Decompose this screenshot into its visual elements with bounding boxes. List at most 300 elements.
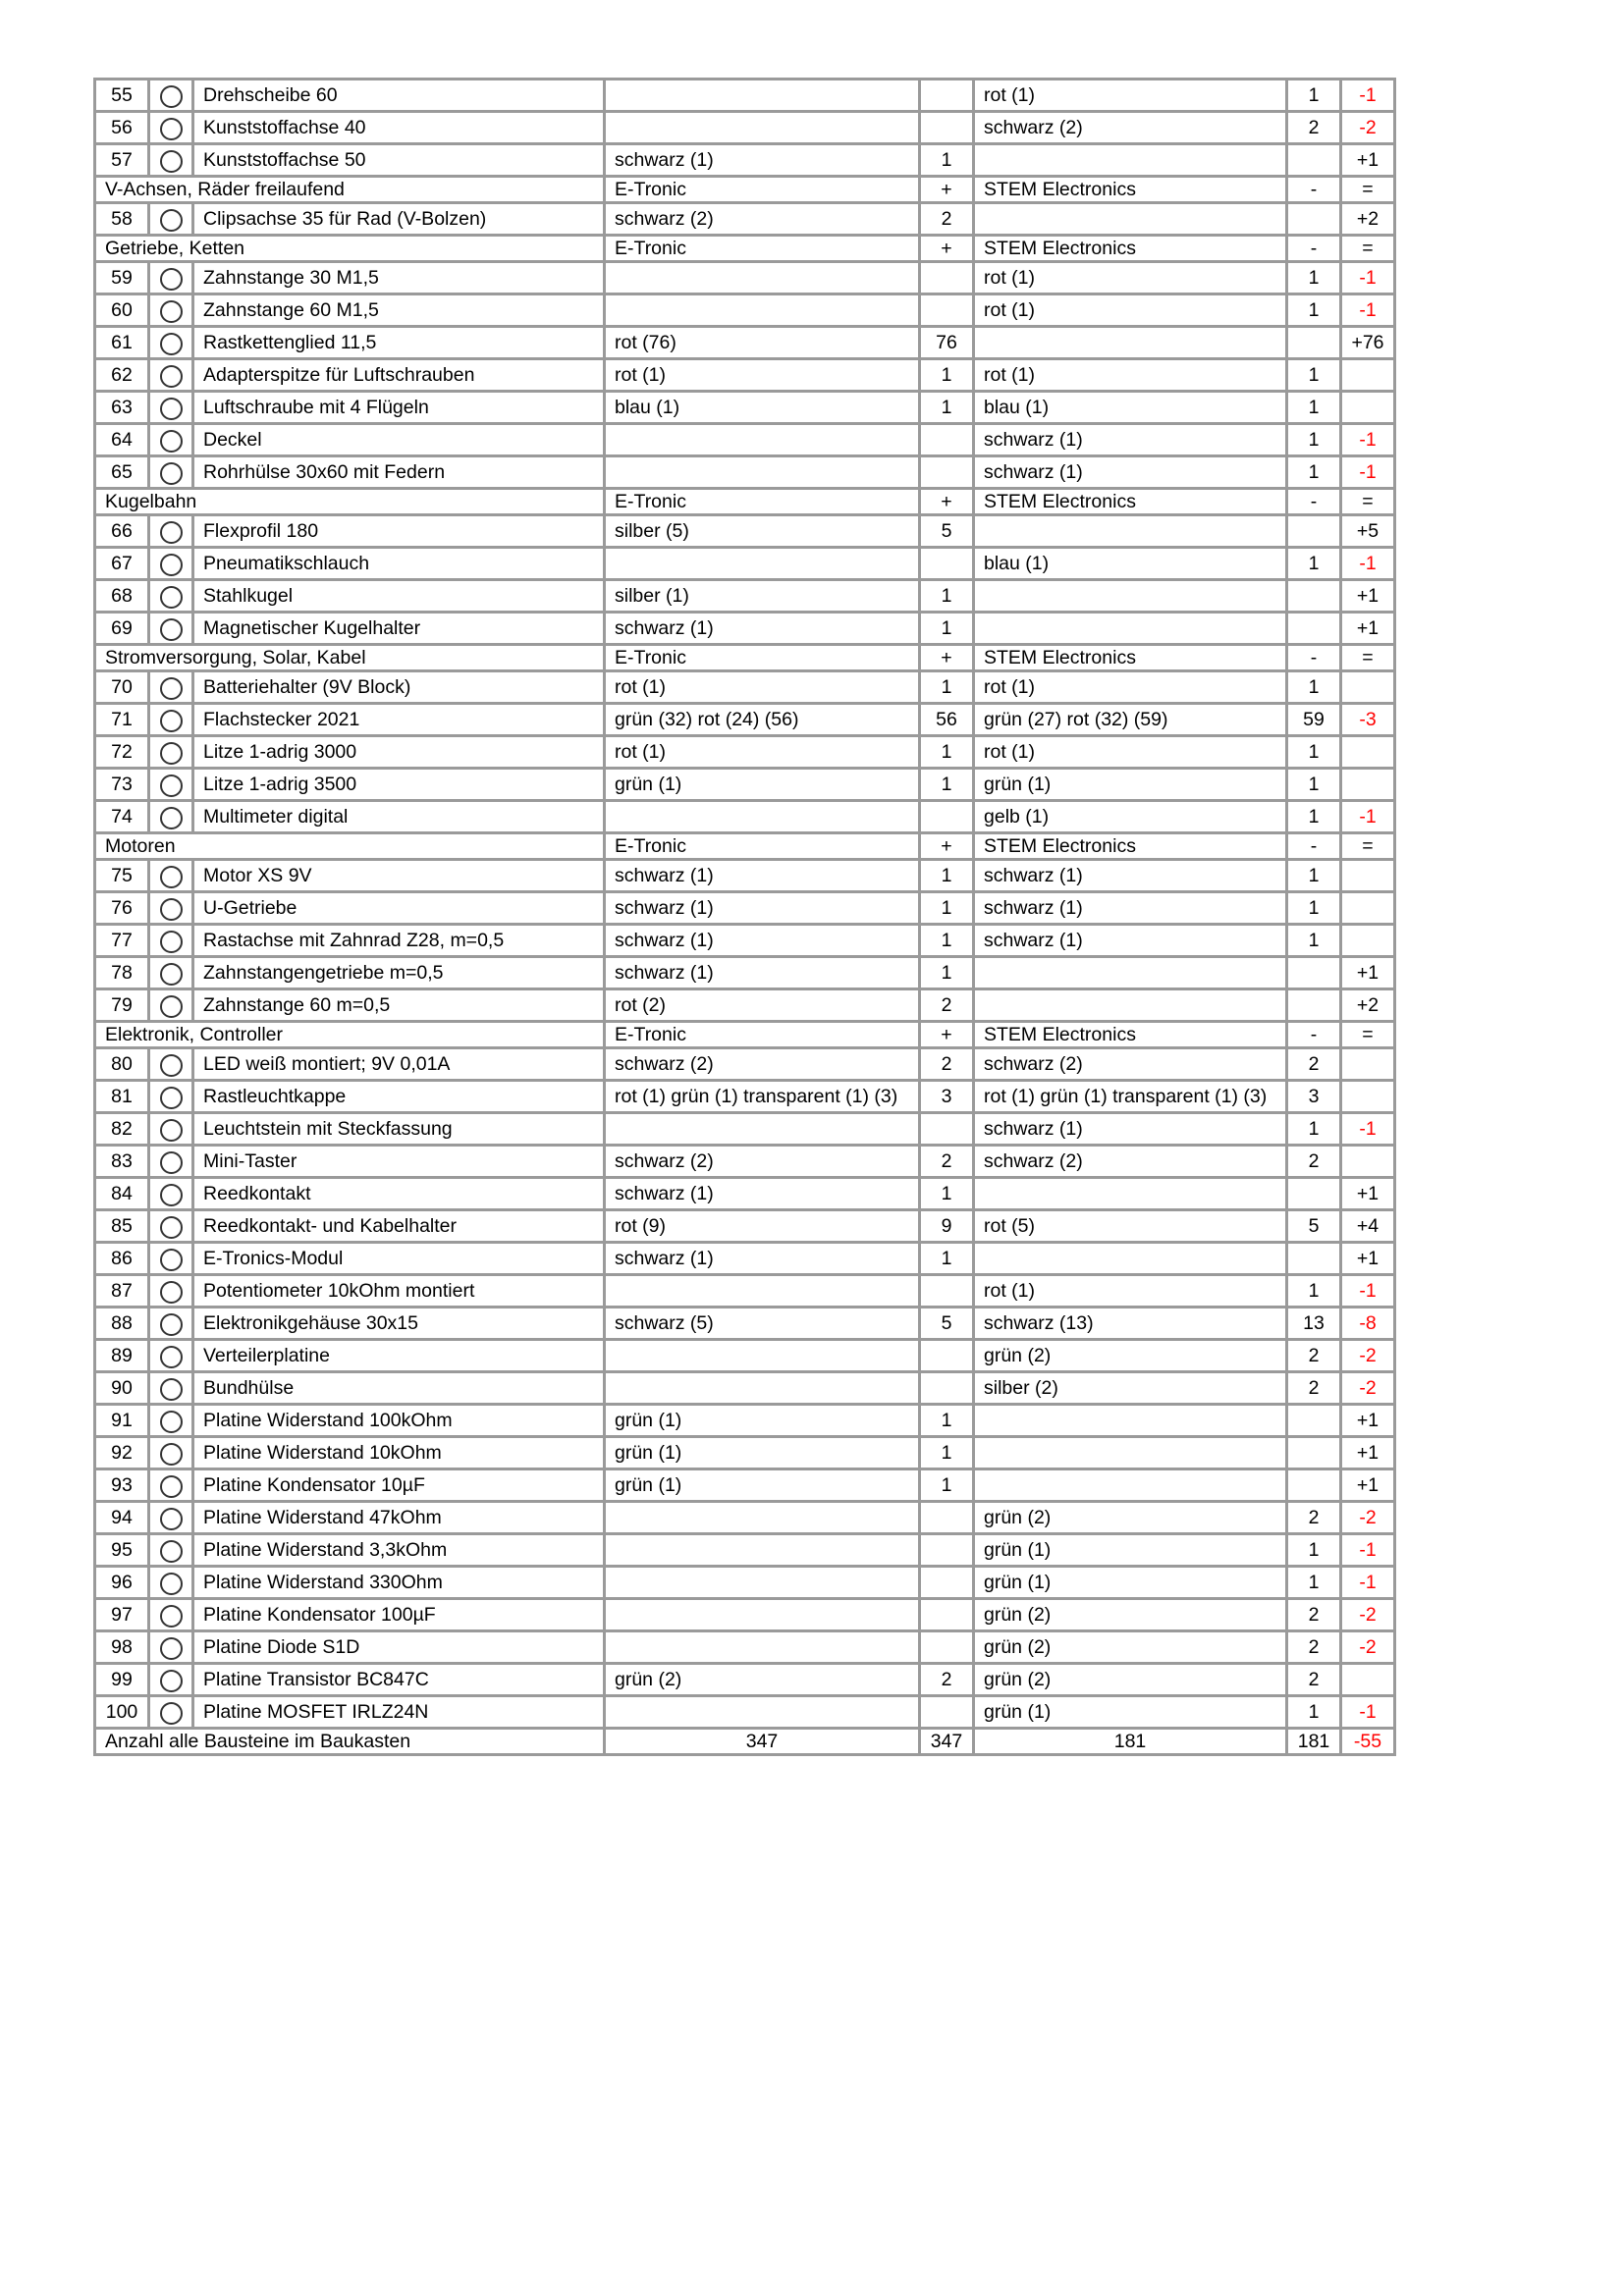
etronic-qty bbox=[920, 1340, 974, 1372]
difference: +1 bbox=[1341, 1469, 1395, 1502]
item-check-cell[interactable] bbox=[149, 359, 193, 392]
etronic-content: schwarz (1) bbox=[605, 144, 920, 177]
table-row bbox=[95, 1308, 1395, 1340]
item-check-cell[interactable] bbox=[149, 262, 193, 294]
table-row bbox=[95, 424, 1395, 456]
etronic-content: schwarz (1) bbox=[605, 925, 920, 957]
etronic-content: schwarz (1) bbox=[605, 957, 920, 989]
etronic-qty: 2 bbox=[920, 989, 974, 1022]
item-number: 92 bbox=[95, 1437, 149, 1469]
item-name: Platine Widerstand 330Ohm bbox=[193, 1567, 605, 1599]
circle-checkbox-icon[interactable] bbox=[160, 1151, 183, 1174]
etronic-qty bbox=[920, 456, 974, 489]
circle-checkbox-icon[interactable] bbox=[160, 85, 183, 108]
section-title: Getriebe, Ketten bbox=[95, 236, 605, 262]
table-row bbox=[95, 769, 1395, 801]
item-number: 62 bbox=[95, 359, 149, 392]
item-number: 65 bbox=[95, 456, 149, 489]
difference: +2 bbox=[1341, 989, 1395, 1022]
circle-checkbox-icon[interactable] bbox=[160, 1378, 183, 1401]
difference bbox=[1341, 1664, 1395, 1696]
item-check-cell[interactable] bbox=[149, 957, 193, 989]
etronic-content: schwarz (1) bbox=[605, 1243, 920, 1275]
stem-qty: 59 bbox=[1287, 704, 1341, 736]
stem-content: rot (1) bbox=[974, 262, 1287, 294]
stem-content: blau (1) bbox=[974, 392, 1287, 424]
item-check-cell[interactable] bbox=[149, 860, 193, 892]
table-row bbox=[95, 1599, 1395, 1631]
stem-content: grün (1) bbox=[974, 1534, 1287, 1567]
difference: -1 bbox=[1341, 1275, 1395, 1308]
stem-content bbox=[974, 613, 1287, 645]
circle-checkbox-icon[interactable] bbox=[160, 268, 183, 291]
etronic-content bbox=[605, 1372, 920, 1405]
stem-content bbox=[974, 1178, 1287, 1210]
stem-qty bbox=[1287, 580, 1341, 613]
item-number: 56 bbox=[95, 112, 149, 144]
section-title: V-Achsen, Räder freilaufend bbox=[95, 177, 605, 203]
item-check-cell[interactable] bbox=[149, 1437, 193, 1469]
stem-content: rot (1) bbox=[974, 1275, 1287, 1308]
etronic-qty: 76 bbox=[920, 327, 974, 359]
etronic-qty: 2 bbox=[920, 1048, 974, 1081]
circle-checkbox-icon[interactable] bbox=[160, 1249, 183, 1271]
table-row bbox=[95, 957, 1395, 989]
circle-checkbox-icon[interactable] bbox=[160, 1475, 183, 1498]
stem-qty: 1 bbox=[1287, 801, 1341, 833]
stem-content: grün (1) bbox=[974, 1567, 1287, 1599]
table-row bbox=[95, 359, 1395, 392]
item-check-cell[interactable] bbox=[149, 112, 193, 144]
etronic-content bbox=[605, 1631, 920, 1664]
item-check-cell[interactable] bbox=[149, 613, 193, 645]
section-col-stem: STEM Electronics bbox=[974, 177, 1287, 203]
circle-checkbox-icon[interactable] bbox=[160, 866, 183, 888]
etronic-content: schwarz (2) bbox=[605, 1048, 920, 1081]
item-check-cell[interactable] bbox=[149, 1081, 193, 1113]
etronic-content: blau (1) bbox=[605, 392, 920, 424]
circle-checkbox-icon[interactable] bbox=[160, 118, 183, 140]
item-check-cell[interactable] bbox=[149, 1275, 193, 1308]
item-check-cell[interactable] bbox=[149, 580, 193, 613]
item-check-cell[interactable] bbox=[149, 294, 193, 327]
circle-checkbox-icon[interactable] bbox=[160, 521, 183, 544]
item-check-cell[interactable] bbox=[149, 424, 193, 456]
item-name: Motor XS 9V bbox=[193, 860, 605, 892]
item-number: 57 bbox=[95, 144, 149, 177]
item-check-cell[interactable] bbox=[149, 769, 193, 801]
item-check-cell[interactable] bbox=[149, 515, 193, 548]
etronic-qty: 2 bbox=[920, 1146, 974, 1178]
item-name: Flexprofil 180 bbox=[193, 515, 605, 548]
item-number: 98 bbox=[95, 1631, 149, 1664]
section-col-etronic: E-Tronic bbox=[605, 236, 920, 262]
stem-content: grün (2) bbox=[974, 1599, 1287, 1631]
difference: -1 bbox=[1341, 1113, 1395, 1146]
circle-checkbox-icon[interactable] bbox=[160, 150, 183, 173]
item-number: 73 bbox=[95, 769, 149, 801]
item-check-cell[interactable] bbox=[149, 203, 193, 236]
etronic-qty: 1 bbox=[920, 359, 974, 392]
item-check-cell[interactable] bbox=[149, 1664, 193, 1696]
item-check-cell[interactable] bbox=[149, 1146, 193, 1178]
item-name: Zahnstangengetriebe m=0,5 bbox=[193, 957, 605, 989]
item-name: Bundhülse bbox=[193, 1372, 605, 1405]
circle-checkbox-icon[interactable] bbox=[160, 209, 183, 232]
table-row bbox=[95, 456, 1395, 489]
item-number: 80 bbox=[95, 1048, 149, 1081]
table-row bbox=[95, 548, 1395, 580]
difference bbox=[1341, 1081, 1395, 1113]
stem-qty: 1 bbox=[1287, 80, 1341, 112]
section-col-stem: STEM Electronics bbox=[974, 489, 1287, 515]
stem-qty: 13 bbox=[1287, 1308, 1341, 1340]
stem-content: schwarz (2) bbox=[974, 1146, 1287, 1178]
stem-qty bbox=[1287, 989, 1341, 1022]
etronic-content: silber (5) bbox=[605, 515, 920, 548]
item-number: 96 bbox=[95, 1567, 149, 1599]
circle-checkbox-icon[interactable] bbox=[160, 1702, 183, 1725]
circle-checkbox-icon[interactable] bbox=[160, 710, 183, 732]
stem-content: rot (1) bbox=[974, 671, 1287, 704]
item-number: 89 bbox=[95, 1340, 149, 1372]
table-row bbox=[95, 801, 1395, 833]
etronic-qty: 1 bbox=[920, 1178, 974, 1210]
table-row bbox=[95, 736, 1395, 769]
stem-content bbox=[974, 957, 1287, 989]
item-check-cell[interactable] bbox=[149, 1372, 193, 1405]
item-check-cell[interactable] bbox=[149, 1534, 193, 1567]
item-number: 87 bbox=[95, 1275, 149, 1308]
etronic-qty bbox=[920, 262, 974, 294]
stem-qty: 2 bbox=[1287, 1146, 1341, 1178]
section-col-minus: - bbox=[1287, 1022, 1341, 1048]
circle-checkbox-icon[interactable] bbox=[160, 1054, 183, 1077]
item-check-cell[interactable] bbox=[149, 1048, 193, 1081]
item-check-cell[interactable] bbox=[149, 1599, 193, 1631]
circle-checkbox-icon[interactable] bbox=[160, 554, 183, 576]
item-check-cell[interactable] bbox=[149, 1631, 193, 1664]
stem-qty bbox=[1287, 1405, 1341, 1437]
item-name: Rastkettenglied 11,5 bbox=[193, 327, 605, 359]
stem-qty: 2 bbox=[1287, 1048, 1341, 1081]
item-number: 93 bbox=[95, 1469, 149, 1502]
circle-checkbox-icon[interactable] bbox=[160, 774, 183, 797]
item-check-cell[interactable] bbox=[149, 1696, 193, 1729]
circle-checkbox-icon[interactable] bbox=[160, 1087, 183, 1109]
total-label: Anzahl alle Bausteine im Baukasten bbox=[95, 1729, 605, 1755]
item-number: 81 bbox=[95, 1081, 149, 1113]
stem-content: grün (2) bbox=[974, 1502, 1287, 1534]
circle-checkbox-icon[interactable] bbox=[160, 1346, 183, 1368]
stem-qty: 2 bbox=[1287, 1631, 1341, 1664]
section-col-equal: = bbox=[1341, 1022, 1395, 1048]
item-name: Deckel bbox=[193, 424, 605, 456]
table-row bbox=[95, 294, 1395, 327]
table-row bbox=[95, 1405, 1395, 1437]
table-row bbox=[95, 1502, 1395, 1534]
stem-qty: 1 bbox=[1287, 860, 1341, 892]
item-check-cell[interactable] bbox=[149, 1567, 193, 1599]
item-check-cell[interactable] bbox=[149, 1308, 193, 1340]
item-name: Platine Widerstand 100kOhm bbox=[193, 1405, 605, 1437]
etronic-qty: 1 bbox=[920, 860, 974, 892]
circle-checkbox-icon[interactable] bbox=[160, 898, 183, 921]
item-number: 75 bbox=[95, 860, 149, 892]
section-col-minus: - bbox=[1287, 833, 1341, 860]
stem-content bbox=[974, 1469, 1287, 1502]
item-check-cell[interactable] bbox=[149, 144, 193, 177]
total-etronic-qty: 347 bbox=[920, 1729, 974, 1755]
etronic-content bbox=[605, 1502, 920, 1534]
stem-qty: 1 bbox=[1287, 424, 1341, 456]
etronic-content: grün (1) bbox=[605, 1437, 920, 1469]
table-row bbox=[95, 1178, 1395, 1210]
item-check-cell[interactable] bbox=[149, 892, 193, 925]
circle-checkbox-icon[interactable] bbox=[160, 1508, 183, 1530]
item-number: 66 bbox=[95, 515, 149, 548]
section-col-plus: + bbox=[920, 645, 974, 671]
item-name: Platine Widerstand 47kOhm bbox=[193, 1502, 605, 1534]
item-name: Platine Transistor BC847C bbox=[193, 1664, 605, 1696]
etronic-qty bbox=[920, 548, 974, 580]
etronic-qty bbox=[920, 1696, 974, 1729]
item-number: 79 bbox=[95, 989, 149, 1022]
stem-qty: 1 bbox=[1287, 769, 1341, 801]
item-number: 69 bbox=[95, 613, 149, 645]
section-header-row bbox=[95, 1022, 1395, 1048]
table-row bbox=[95, 1146, 1395, 1178]
item-name: U-Getriebe bbox=[193, 892, 605, 925]
circle-checkbox-icon[interactable] bbox=[160, 398, 183, 420]
item-check-cell[interactable] bbox=[149, 1178, 193, 1210]
item-name: Magnetischer Kugelhalter bbox=[193, 613, 605, 645]
circle-checkbox-icon[interactable] bbox=[160, 1184, 183, 1206]
table-row bbox=[95, 203, 1395, 236]
section-title: Elektronik, Controller bbox=[95, 1022, 605, 1048]
item-number: 72 bbox=[95, 736, 149, 769]
item-name: E-Tronics-Modul bbox=[193, 1243, 605, 1275]
circle-checkbox-icon[interactable] bbox=[160, 618, 183, 641]
etronic-qty: 1 bbox=[920, 1437, 974, 1469]
circle-checkbox-icon[interactable] bbox=[160, 586, 183, 609]
etronic-content bbox=[605, 1340, 920, 1372]
stem-content bbox=[974, 203, 1287, 236]
stem-qty bbox=[1287, 1437, 1341, 1469]
item-name: Elektronikgehäuse 30x15 bbox=[193, 1308, 605, 1340]
stem-content: gelb (1) bbox=[974, 801, 1287, 833]
etronic-qty: 56 bbox=[920, 704, 974, 736]
etronic-content: grün (1) bbox=[605, 1469, 920, 1502]
circle-checkbox-icon[interactable] bbox=[160, 1313, 183, 1336]
etronic-content: grün (2) bbox=[605, 1664, 920, 1696]
difference: -1 bbox=[1341, 1567, 1395, 1599]
difference bbox=[1341, 392, 1395, 424]
table-row bbox=[95, 860, 1395, 892]
stem-qty: 2 bbox=[1287, 1372, 1341, 1405]
item-name: Rastachse mit Zahnrad Z28, m=0,5 bbox=[193, 925, 605, 957]
item-name: Batteriehalter (9V Block) bbox=[193, 671, 605, 704]
parts-table-body bbox=[95, 80, 1395, 1755]
circle-checkbox-icon[interactable] bbox=[160, 430, 183, 453]
etronic-qty: 1 bbox=[920, 671, 974, 704]
stem-qty bbox=[1287, 957, 1341, 989]
etronic-qty: 5 bbox=[920, 515, 974, 548]
difference: +1 bbox=[1341, 1178, 1395, 1210]
circle-checkbox-icon[interactable] bbox=[160, 1119, 183, 1142]
difference bbox=[1341, 892, 1395, 925]
circle-checkbox-icon[interactable] bbox=[160, 1637, 183, 1660]
item-name: Platine MOSFET IRLZ24N bbox=[193, 1696, 605, 1729]
etronic-qty: 1 bbox=[920, 736, 974, 769]
circle-checkbox-icon[interactable] bbox=[160, 931, 183, 953]
section-col-plus: + bbox=[920, 1022, 974, 1048]
circle-checkbox-icon[interactable] bbox=[160, 995, 183, 1018]
difference: -2 bbox=[1341, 1599, 1395, 1631]
stem-qty: 1 bbox=[1287, 392, 1341, 424]
circle-checkbox-icon[interactable] bbox=[160, 333, 183, 355]
table-row bbox=[95, 989, 1395, 1022]
section-col-plus: + bbox=[920, 177, 974, 203]
circle-checkbox-icon[interactable] bbox=[160, 742, 183, 765]
circle-checkbox-icon[interactable] bbox=[160, 1216, 183, 1239]
item-check-cell[interactable] bbox=[149, 1340, 193, 1372]
item-check-cell[interactable] bbox=[149, 671, 193, 704]
etronic-content bbox=[605, 424, 920, 456]
item-check-cell[interactable] bbox=[149, 1243, 193, 1275]
item-check-cell[interactable] bbox=[149, 1113, 193, 1146]
table-row bbox=[95, 327, 1395, 359]
item-check-cell[interactable] bbox=[149, 704, 193, 736]
circle-checkbox-icon[interactable] bbox=[160, 1670, 183, 1692]
section-col-minus: - bbox=[1287, 489, 1341, 515]
circle-checkbox-icon[interactable] bbox=[160, 1281, 183, 1304]
stem-content bbox=[974, 515, 1287, 548]
item-check-cell[interactable] bbox=[149, 1405, 193, 1437]
table-row bbox=[95, 1631, 1395, 1664]
table-row bbox=[95, 1696, 1395, 1729]
item-name: Pneumatikschlauch bbox=[193, 548, 605, 580]
circle-checkbox-icon[interactable] bbox=[160, 963, 183, 986]
circle-checkbox-icon[interactable] bbox=[160, 1443, 183, 1466]
item-check-cell[interactable] bbox=[149, 925, 193, 957]
item-check-cell[interactable] bbox=[149, 548, 193, 580]
difference: -1 bbox=[1341, 262, 1395, 294]
item-check-cell[interactable] bbox=[149, 456, 193, 489]
etronic-content bbox=[605, 456, 920, 489]
item-name: Kunststoffachse 50 bbox=[193, 144, 605, 177]
circle-checkbox-icon[interactable] bbox=[160, 300, 183, 323]
difference: +4 bbox=[1341, 1210, 1395, 1243]
section-col-etronic: E-Tronic bbox=[605, 489, 920, 515]
stem-qty: 1 bbox=[1287, 262, 1341, 294]
section-col-etronic: E-Tronic bbox=[605, 1022, 920, 1048]
difference bbox=[1341, 1146, 1395, 1178]
section-col-plus: + bbox=[920, 489, 974, 515]
item-number: 63 bbox=[95, 392, 149, 424]
circle-checkbox-icon[interactable] bbox=[160, 677, 183, 700]
etronic-qty: 1 bbox=[920, 580, 974, 613]
item-check-cell[interactable] bbox=[149, 80, 193, 112]
item-check-cell[interactable] bbox=[149, 989, 193, 1022]
etronic-qty: 1 bbox=[920, 1469, 974, 1502]
difference: +1 bbox=[1341, 613, 1395, 645]
circle-checkbox-icon[interactable] bbox=[160, 1605, 183, 1628]
stem-qty: 2 bbox=[1287, 1664, 1341, 1696]
table-row bbox=[95, 1534, 1395, 1567]
item-number: 99 bbox=[95, 1664, 149, 1696]
item-name: Zahnstange 30 M1,5 bbox=[193, 262, 605, 294]
table-row bbox=[95, 925, 1395, 957]
circle-checkbox-icon[interactable] bbox=[160, 807, 183, 829]
table-row bbox=[95, 1275, 1395, 1308]
etronic-content bbox=[605, 80, 920, 112]
item-check-cell[interactable] bbox=[149, 1469, 193, 1502]
stem-qty: 1 bbox=[1287, 456, 1341, 489]
etronic-content: grün (1) bbox=[605, 1405, 920, 1437]
etronic-qty: 1 bbox=[920, 613, 974, 645]
etronic-content: grün (32) rot (24) (56) bbox=[605, 704, 920, 736]
item-check-cell[interactable] bbox=[149, 327, 193, 359]
etronic-qty: 1 bbox=[920, 144, 974, 177]
circle-checkbox-icon[interactable] bbox=[160, 1411, 183, 1433]
stem-qty: 1 bbox=[1287, 671, 1341, 704]
section-col-etronic: E-Tronic bbox=[605, 177, 920, 203]
difference bbox=[1341, 671, 1395, 704]
stem-qty: 2 bbox=[1287, 1599, 1341, 1631]
table-row bbox=[95, 1243, 1395, 1275]
section-col-equal: = bbox=[1341, 833, 1395, 860]
section-col-plus: + bbox=[920, 833, 974, 860]
section-col-minus: - bbox=[1287, 177, 1341, 203]
item-check-cell[interactable] bbox=[149, 801, 193, 833]
stem-qty: 1 bbox=[1287, 736, 1341, 769]
total-stem-qty: 181 bbox=[1287, 1729, 1341, 1755]
table-row bbox=[95, 144, 1395, 177]
item-number: 70 bbox=[95, 671, 149, 704]
item-name: Reedkontakt- und Kabelhalter bbox=[193, 1210, 605, 1243]
etronic-content: rot (1) bbox=[605, 359, 920, 392]
stem-qty: 2 bbox=[1287, 1340, 1341, 1372]
item-number: 67 bbox=[95, 548, 149, 580]
stem-qty bbox=[1287, 613, 1341, 645]
item-check-cell[interactable] bbox=[149, 392, 193, 424]
table-row bbox=[95, 112, 1395, 144]
table-row bbox=[95, 392, 1395, 424]
item-name: Flachstecker 2021 bbox=[193, 704, 605, 736]
difference: -1 bbox=[1341, 1534, 1395, 1567]
item-check-cell[interactable] bbox=[149, 1210, 193, 1243]
item-name: Platine Widerstand 3,3kOhm bbox=[193, 1534, 605, 1567]
table-row bbox=[95, 515, 1395, 548]
stem-content bbox=[974, 1405, 1287, 1437]
etronic-content: schwarz (5) bbox=[605, 1308, 920, 1340]
circle-checkbox-icon[interactable] bbox=[160, 1573, 183, 1595]
item-name: Drehscheibe 60 bbox=[193, 80, 605, 112]
item-check-cell[interactable] bbox=[149, 736, 193, 769]
circle-checkbox-icon[interactable] bbox=[160, 462, 183, 485]
stem-qty: 1 bbox=[1287, 1534, 1341, 1567]
stem-content bbox=[974, 1437, 1287, 1469]
circle-checkbox-icon[interactable] bbox=[160, 365, 183, 388]
etronic-content: schwarz (2) bbox=[605, 1146, 920, 1178]
item-check-cell[interactable] bbox=[149, 1502, 193, 1534]
parts-table bbox=[93, 78, 1396, 1756]
stem-qty: 1 bbox=[1287, 1113, 1341, 1146]
stem-content: rot (1) grün (1) transparent (1) (3) bbox=[974, 1081, 1287, 1113]
circle-checkbox-icon[interactable] bbox=[160, 1540, 183, 1563]
etronic-qty bbox=[920, 1567, 974, 1599]
